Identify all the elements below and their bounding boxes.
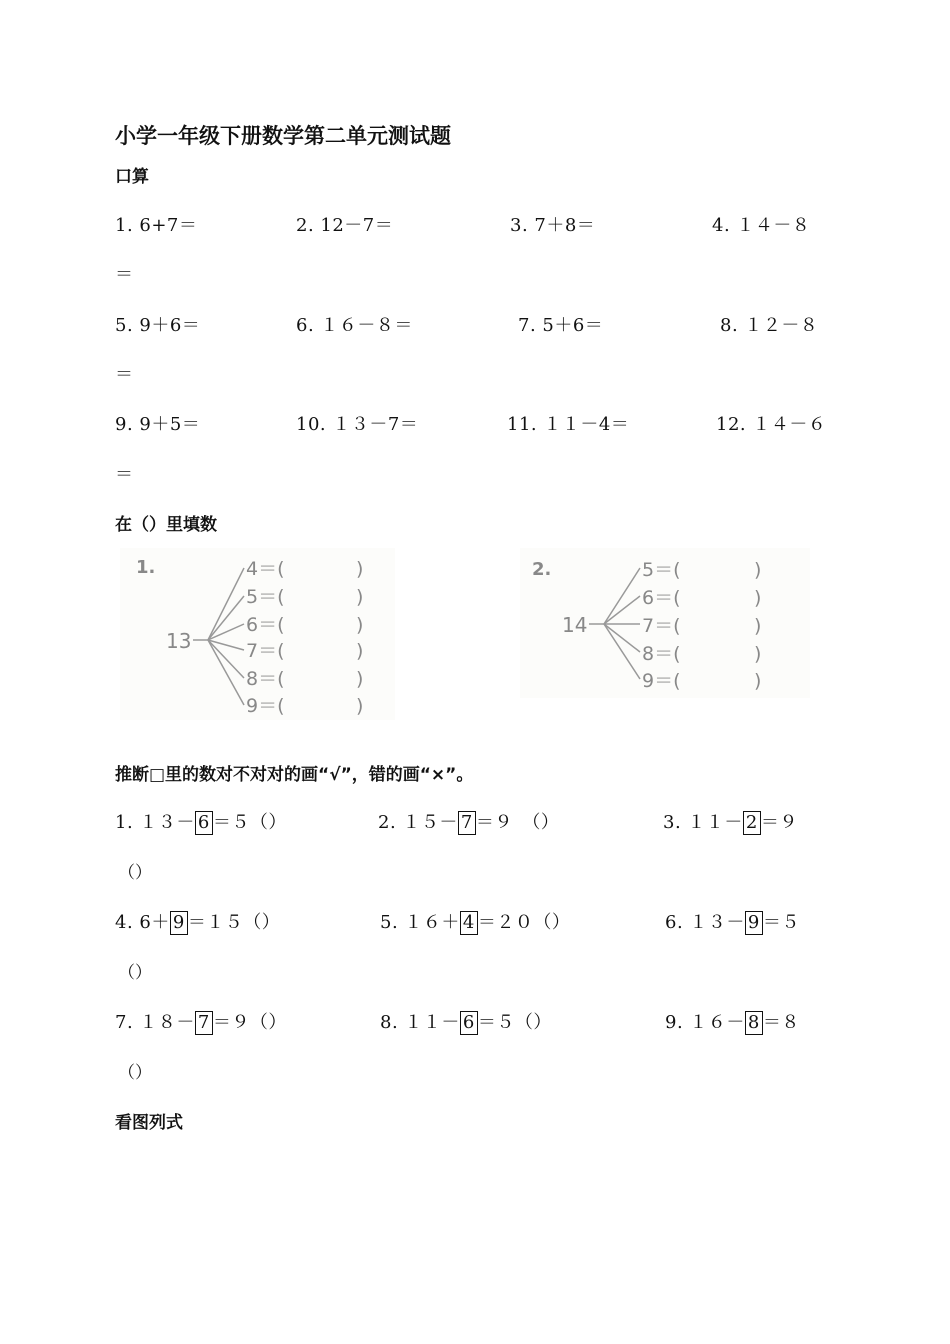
tree-close-paren: ) (356, 668, 364, 690)
tree-close-paren: ) (356, 586, 364, 608)
tree-branch: 8＝( (246, 668, 285, 690)
oral-item: 9. 9＋5＝ (115, 414, 201, 435)
tree-branch: 9＝( (642, 670, 681, 692)
judge-continuation: （） (118, 863, 152, 883)
tree-branch: 7＝( (642, 615, 681, 637)
oral-continuation: ＝ (115, 364, 134, 385)
judge-answer-box: 9 (745, 911, 763, 935)
tree-close-paren: ) (754, 587, 762, 609)
tree-close-paren: ) (356, 640, 364, 662)
tree-branch: 5＝( (642, 559, 681, 581)
judge-answer-box: 7 (195, 1011, 213, 1035)
judge-expression: 3. １１－ (663, 812, 743, 833)
judge-item (380, 908, 570, 935)
number-tree-1 (120, 548, 395, 720)
tree-close-paren: ) (356, 558, 364, 580)
judge-result: ＝５（） (477, 1012, 552, 1033)
tree-branch: 6＝( (246, 614, 285, 636)
oral-continuation: ＝ (115, 464, 134, 485)
section-heading-fill: 在（）里填数 (115, 515, 217, 535)
judge-result: ＝８ (762, 1012, 800, 1033)
judge-expression: 6. １３－ (665, 912, 745, 933)
tree-close-paren: ) (356, 695, 364, 717)
page-title: 小学一年级下册数学第二单元测试题 (115, 124, 451, 148)
judge-answer-box: 8 (745, 1011, 763, 1035)
tree-root: 14 (562, 613, 588, 637)
oral-item: 11. １１－4＝ (507, 414, 630, 435)
judge-result: ＝９（） (212, 1012, 287, 1033)
tree-close-paren: ) (754, 670, 762, 692)
tree-number: 1. (136, 557, 156, 578)
tree-branch: 8＝( (642, 643, 681, 665)
judge-expression: 5. １６＋ (380, 912, 460, 933)
judge-expression: 1. １３－ (115, 812, 195, 833)
tree-branch: 9＝( (246, 695, 285, 717)
tree-branch: 6＝( (642, 587, 681, 609)
judge-item (380, 1008, 552, 1035)
judge-item (115, 908, 280, 935)
judge-answer-box: 6 (460, 1011, 478, 1035)
oral-item: 8. １２－８ (720, 315, 819, 336)
oral-item: 5. 9＋6＝ (115, 315, 201, 336)
judge-item (663, 808, 798, 835)
oral-item: 10. １３－7＝ (296, 414, 419, 435)
judge-result: ＝２０（） (477, 912, 571, 933)
oral-item: 6. １６－８＝ (296, 315, 413, 336)
section-heading-oral: 口算 (115, 167, 149, 187)
oral-item: 1. 6+7＝ (115, 215, 198, 236)
judge-expression: 2. １５－ (378, 812, 458, 833)
tree-close-paren: ) (754, 559, 762, 581)
number-tree-2 (520, 548, 810, 698)
judge-expression: 9. １６－ (665, 1012, 745, 1033)
judge-result: ＝５（） (212, 812, 287, 833)
judge-result: ＝５ (762, 912, 800, 933)
oral-item: 7. 5＋6＝ (518, 315, 604, 336)
judge-continuation: （） (118, 1063, 152, 1083)
judge-answer-box: 2 (743, 811, 761, 835)
judge-item (115, 808, 287, 835)
judge-answer-box: 4 (460, 911, 478, 935)
section-heading-picture: 看图列式 (115, 1113, 183, 1133)
judge-item (378, 808, 559, 835)
tree-number: 2. (532, 559, 552, 580)
judge-answer-box: 6 (195, 811, 213, 835)
judge-answer-box: 7 (458, 811, 476, 835)
judge-result: ＝１５（） (187, 912, 281, 933)
judge-expression: 8. １１－ (380, 1012, 460, 1033)
tree-branch: 4＝( (246, 558, 285, 580)
tree-close-paren: ) (356, 614, 364, 636)
tree-branch: 5＝( (246, 586, 285, 608)
section-heading-judge: 推断□里的数对不对对的画“√”，错的画“×”。 (115, 765, 474, 785)
judge-item (665, 1008, 800, 1035)
oral-item: 2. 12－7＝ (296, 215, 394, 236)
judge-result: ＝９ （） (475, 812, 560, 833)
tree-close-paren: ) (754, 643, 762, 665)
judge-expression: 4. 6＋ (115, 912, 170, 933)
tree-root: 13 (166, 629, 192, 653)
oral-item: 4. １４－８ (712, 215, 811, 236)
oral-continuation: ＝ (115, 264, 134, 285)
judge-answer-box: 9 (170, 911, 188, 935)
judge-continuation: （） (118, 963, 152, 983)
judge-item (665, 908, 800, 935)
oral-item: 12. １４－６ (716, 414, 827, 435)
oral-item: 3. 7＋8＝ (510, 215, 596, 236)
judge-expression: 7. １８－ (115, 1012, 195, 1033)
judge-item (115, 1008, 287, 1035)
judge-result: ＝９ (760, 812, 798, 833)
tree-close-paren: ) (754, 615, 762, 637)
tree-branch: 7＝( (246, 640, 285, 662)
